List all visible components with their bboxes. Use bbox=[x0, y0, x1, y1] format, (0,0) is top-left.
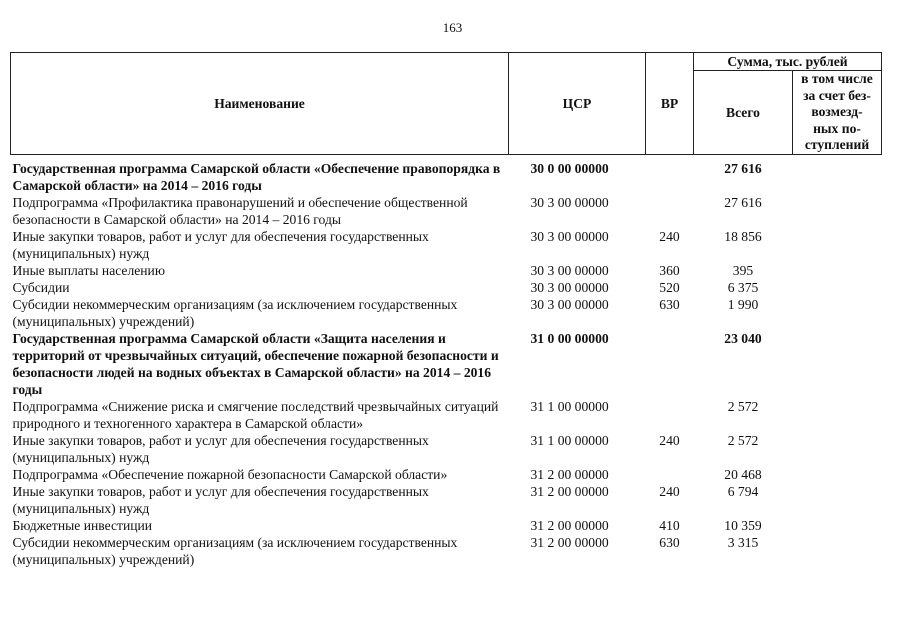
cell-name: Иные закупки товаров, работ и услуг для обеспечения государственных (муниципальных) нужд bbox=[12, 483, 429, 516]
cell-csr: 30 3 00 00000 bbox=[530, 194, 609, 210]
cell-total: 20 468 bbox=[724, 466, 762, 482]
table-row bbox=[11, 466, 882, 483]
cell-csr: 30 3 00 00000 bbox=[530, 279, 609, 295]
table-header bbox=[11, 53, 882, 155]
cell-total: 6 794 bbox=[727, 483, 759, 499]
table-row bbox=[11, 296, 882, 330]
cell-name: Субсидии некоммерческим организациям (за исключением государственных (муниципальных) учреждений) bbox=[12, 296, 458, 329]
cell-total: 3 315 bbox=[727, 534, 759, 550]
cell-csr: 30 3 00 00000 bbox=[530, 262, 609, 278]
cell-vr bbox=[646, 330, 694, 398]
cell-free bbox=[793, 296, 882, 330]
cell-name: Государственная программа Самарской области «Обеспечение правопорядка в Самарской области» на 2014 – 2016 годы bbox=[12, 160, 501, 193]
table-row bbox=[11, 262, 882, 279]
cell-csr: 31 0 00 00000 bbox=[530, 330, 609, 346]
cell-csr: 30 3 00 00000 bbox=[530, 296, 609, 312]
cell-csr: 31 1 00 00000 bbox=[530, 432, 609, 448]
header-free-line: ных по- bbox=[813, 120, 861, 136]
cell-total: 23 040 bbox=[724, 330, 762, 346]
cell-free bbox=[793, 398, 882, 432]
header-vr: ВР bbox=[646, 53, 694, 155]
cell-name: Иные закупки товаров, работ и услуг для обеспечения государственных (муниципальных) нужд bbox=[12, 228, 429, 261]
cell-free bbox=[793, 466, 882, 483]
cell-free bbox=[793, 534, 882, 568]
header-name: Наименование bbox=[11, 53, 509, 155]
cell-vr: 410 bbox=[659, 517, 680, 533]
cell-total: 18 856 bbox=[724, 228, 762, 244]
cell-csr: 31 1 00 00000 bbox=[530, 398, 609, 414]
cell-vr: 520 bbox=[659, 279, 680, 295]
header-free-line: возмезд- bbox=[811, 104, 863, 119]
cell-free bbox=[793, 262, 882, 279]
cell-vr bbox=[646, 466, 694, 483]
cell-free bbox=[793, 432, 882, 466]
cell-free bbox=[793, 154, 882, 194]
cell-vr bbox=[646, 398, 694, 432]
cell-name: Иные закупки товаров, работ и услуг для обеспечения государственных (муниципальных) нужд bbox=[12, 432, 429, 465]
table-row bbox=[11, 194, 882, 228]
cell-name: Государственная программа Самарской области «Защита населения и территорий от чрезвычайных ситуаций, обеспечение пожарной безопасности и безопасности людей на водных объектах в Самарской области» на 2014 – 2016 годы bbox=[12, 330, 499, 397]
cell-total: 1 990 bbox=[727, 296, 759, 312]
budget-table bbox=[10, 52, 882, 568]
cell-vr: 240 bbox=[659, 483, 680, 499]
cell-free bbox=[793, 517, 882, 534]
cell-vr: 360 bbox=[659, 262, 680, 278]
cell-total: 395 bbox=[732, 262, 754, 278]
cell-free bbox=[793, 228, 882, 262]
cell-total: 27 616 bbox=[724, 194, 762, 210]
cell-free bbox=[793, 330, 882, 398]
cell-vr: 630 bbox=[659, 534, 680, 550]
cell-name: Иные выплаты населению bbox=[12, 262, 165, 278]
cell-name: Бюджетные инвестиции bbox=[12, 517, 153, 533]
table-row bbox=[11, 517, 882, 534]
cell-vr bbox=[646, 194, 694, 228]
program-row bbox=[11, 330, 882, 398]
cell-csr: 31 2 00 00000 bbox=[530, 517, 609, 533]
cell-total: 2 572 bbox=[727, 432, 759, 448]
cell-free bbox=[793, 483, 882, 517]
table-body bbox=[11, 154, 882, 568]
cell-total: 6 375 bbox=[727, 279, 759, 295]
cell-total: 27 616 bbox=[724, 160, 762, 176]
cell-csr: 30 0 00 00000 bbox=[530, 160, 609, 176]
header-sum: Сумма, тыс. рублей bbox=[694, 53, 882, 71]
cell-vr bbox=[646, 154, 694, 194]
cell-name: Подпрограмма «Обеспечение пожарной безопасности Самарской области» bbox=[12, 466, 448, 482]
cell-vr: 240 bbox=[659, 432, 680, 448]
cell-free bbox=[793, 194, 882, 228]
cell-csr: 31 2 00 00000 bbox=[530, 534, 609, 550]
cell-csr: 31 2 00 00000 bbox=[530, 483, 609, 499]
program-row bbox=[11, 154, 882, 194]
cell-free bbox=[793, 279, 882, 296]
header-free-line: в том числе bbox=[801, 71, 873, 86]
cell-csr: 30 3 00 00000 bbox=[530, 228, 609, 244]
cell-name: Субсидии bbox=[12, 279, 70, 295]
page-number: 163 bbox=[442, 20, 463, 35]
table-row bbox=[11, 228, 882, 262]
table-row bbox=[11, 279, 882, 296]
table-row bbox=[11, 432, 882, 466]
header-free bbox=[793, 71, 882, 155]
table-row bbox=[11, 534, 882, 568]
cell-name: Подпрограмма «Снижение риска и смягчение последствий чрезвычайных ситуаций природного и техногенного характера в Самарской области» bbox=[12, 398, 499, 431]
cell-name: Субсидии некоммерческим организациям (за исключением государственных (муниципальных) учреждений) bbox=[12, 534, 458, 567]
table-row bbox=[11, 398, 882, 432]
header-free-line: за счет без- bbox=[803, 87, 871, 103]
cell-vr: 630 bbox=[659, 296, 680, 312]
cell-total: 10 359 bbox=[724, 517, 762, 533]
cell-total: 2 572 bbox=[727, 398, 759, 414]
table-row bbox=[11, 483, 882, 517]
header-csr: ЦСР bbox=[509, 53, 646, 155]
header-free-line: ступлений bbox=[804, 137, 870, 152]
cell-name: Подпрограмма «Профилактика правонарушений и обеспечение общественной безопасности в Самарской области» на 2014 – 2016 годы bbox=[12, 194, 468, 227]
cell-csr: 31 2 00 00000 bbox=[530, 466, 609, 482]
header-total: Всего bbox=[694, 71, 793, 155]
cell-vr: 240 bbox=[659, 228, 680, 244]
